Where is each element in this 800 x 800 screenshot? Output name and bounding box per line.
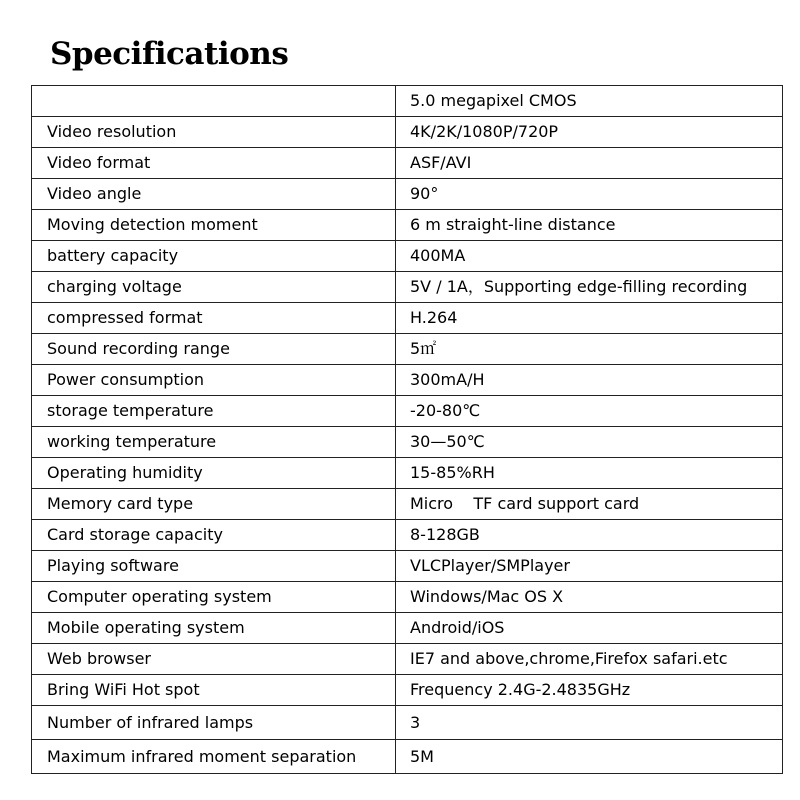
table-row — [32, 489, 783, 520]
spec-value: 6 m straight-line distance — [396, 210, 783, 241]
table-row — [32, 117, 783, 148]
spec-value: 8-128GB — [396, 520, 783, 551]
spec-label: battery capacity — [32, 241, 396, 272]
table-row — [32, 148, 783, 179]
spec-value: 5.0 megapixel CMOS — [396, 86, 783, 117]
spec-value: IE7 and above,chrome,Firefox safari.etc — [396, 644, 783, 675]
spec-label: Playing software — [32, 551, 396, 582]
specifications-table — [31, 85, 783, 774]
spec-value: Android/iOS — [396, 613, 783, 644]
spec-value: Windows/Mac OS X — [396, 582, 783, 613]
spec-value: 4K/2K/1080P/720P — [396, 117, 783, 148]
spec-value: 400MA — [396, 241, 783, 272]
table-row — [32, 582, 783, 613]
table-row — [32, 365, 783, 396]
spec-value: H.264 — [396, 303, 783, 334]
spec-label: charging voltage — [32, 272, 396, 303]
page-title: Specifications — [50, 36, 289, 72]
spec-value: -20-80℃ — [396, 396, 783, 427]
table-row — [32, 520, 783, 551]
table-row — [32, 458, 783, 489]
spec-label: compressed format — [32, 303, 396, 334]
spec-value: 5V / 1A，Supporting edge-filling recording — [396, 272, 783, 303]
spec-label: Video angle — [32, 179, 396, 210]
spec-value: 90° — [396, 179, 783, 210]
spec-label: Video resolution — [32, 117, 396, 148]
spec-label: Computer operating system — [32, 582, 396, 613]
table-row — [32, 427, 783, 458]
table-row — [32, 272, 783, 303]
table-row — [32, 210, 783, 241]
spec-label: Power consumption — [32, 365, 396, 396]
spec-label: Video format — [32, 148, 396, 179]
spec-label: Operating humidity — [32, 458, 396, 489]
spec-value: ASF/AVI — [396, 148, 783, 179]
spec-value: 300mA/H — [396, 365, 783, 396]
table-row — [32, 706, 783, 740]
spec-label: Maximum infrared moment separation — [32, 740, 396, 774]
spec-value: Frequency 2.4G-2.4835GHz — [396, 675, 783, 706]
spec-value: 5M — [396, 740, 783, 774]
spec-label: storage temperature — [32, 396, 396, 427]
spec-label: Moving detection moment — [32, 210, 396, 241]
spec-label: Bring WiFi Hot spot — [32, 675, 396, 706]
table-row — [32, 740, 783, 774]
spec-value: VLCPlayer/SMPlayer — [396, 551, 783, 582]
table-row — [32, 179, 783, 210]
spec-value: 3 — [396, 706, 783, 740]
table-row — [32, 241, 783, 272]
spec-value: 30—50℃ — [396, 427, 783, 458]
spec-label: Number of infrared lamps — [32, 706, 396, 740]
table-row — [32, 551, 783, 582]
spec-value: Micro TF card support card — [396, 489, 783, 520]
table-row — [32, 303, 783, 334]
spec-value: 15-85%RH — [396, 458, 783, 489]
table-row — [32, 86, 783, 117]
spec-label: Sound recording range — [32, 334, 396, 365]
spec-label — [32, 86, 396, 117]
table-row — [32, 644, 783, 675]
spec-label: Card storage capacity — [32, 520, 396, 551]
spec-label: Memory card type — [32, 489, 396, 520]
table-row — [32, 675, 783, 706]
spec-label: working temperature — [32, 427, 396, 458]
spec-value: 5㎡ — [396, 334, 783, 365]
table-row — [32, 613, 783, 644]
table-row — [32, 396, 783, 427]
spec-label: Mobile operating system — [32, 613, 396, 644]
table-row — [32, 334, 783, 365]
spec-label: Web browser — [32, 644, 396, 675]
